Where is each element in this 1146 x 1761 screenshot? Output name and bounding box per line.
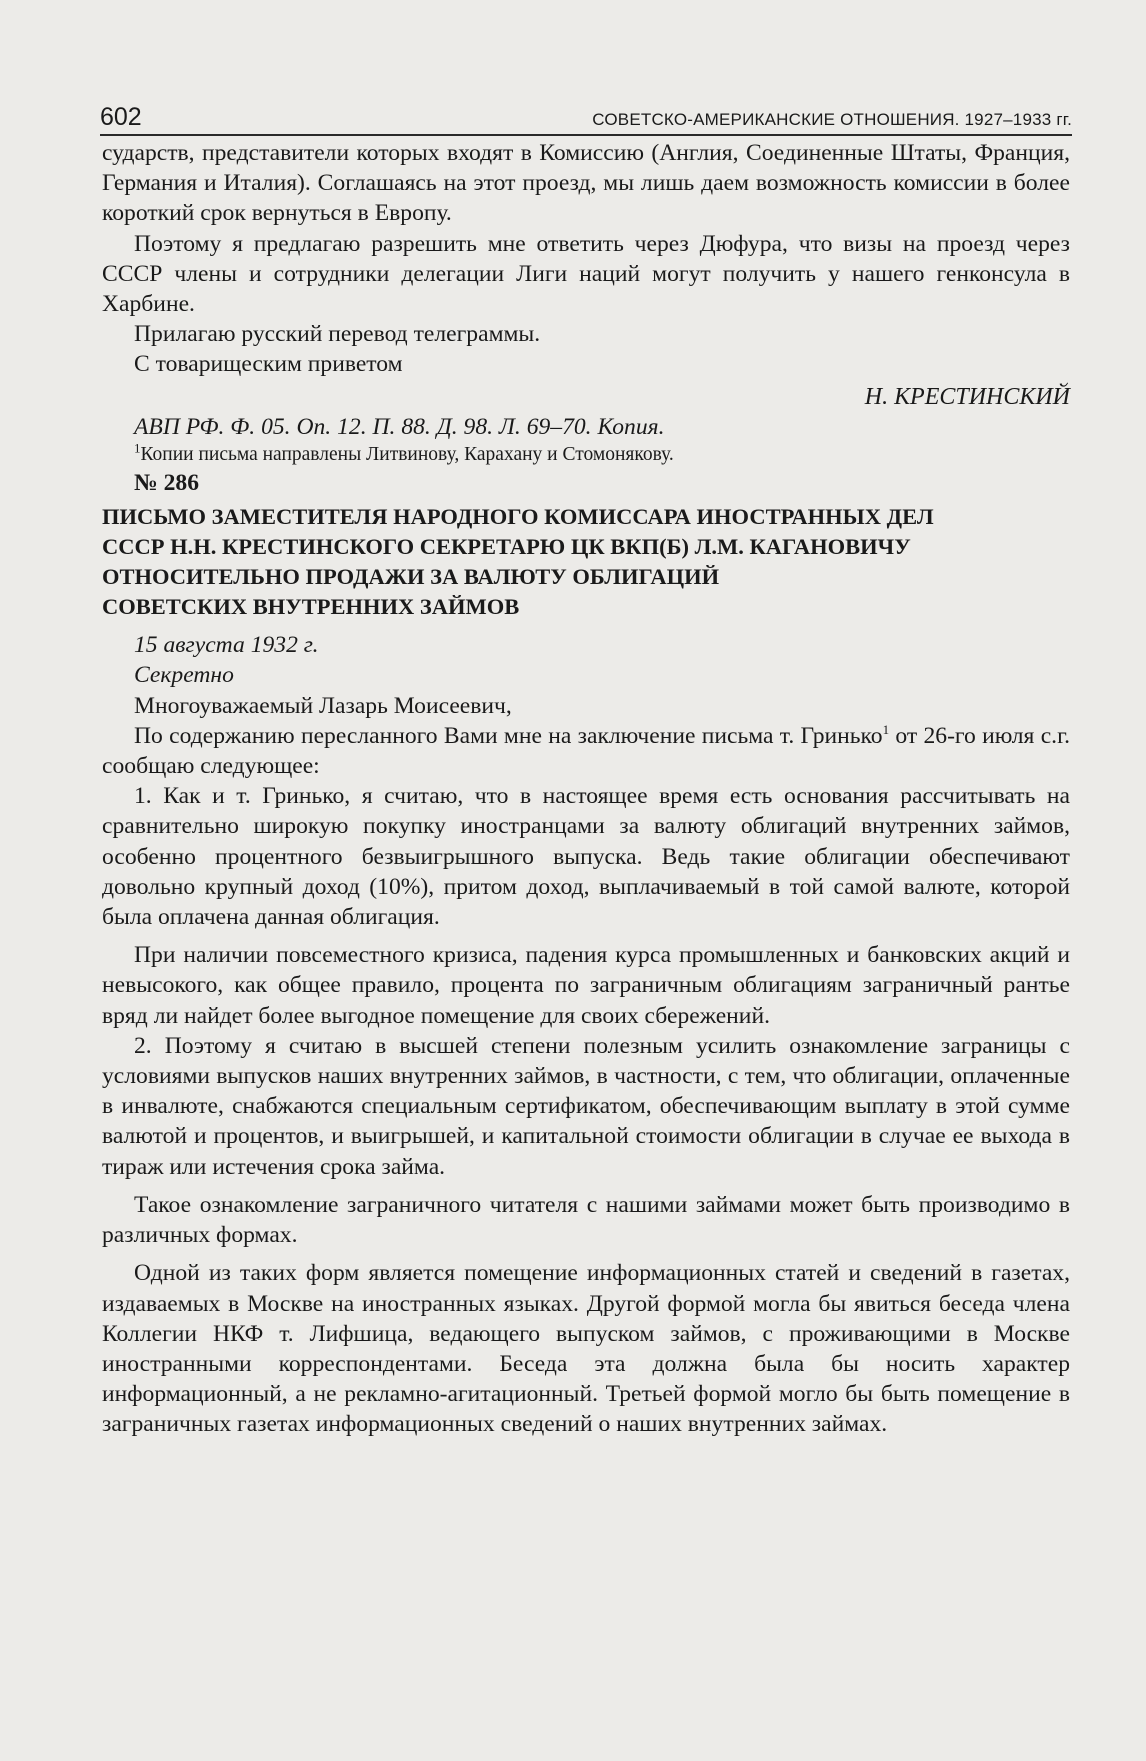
body-paragraph: Такое ознакомление заграничного читателя с нашими займами может быть производимо в различных формах. (102, 1191, 1070, 1249)
closing-phrase: С товарищеским приветом (134, 351, 403, 378)
intro-text: По содержанию пересланного Вами мне на заключение письма т. Гринько (134, 722, 883, 749)
document-date: 15 августа 1932 г. (134, 632, 319, 659)
footnote-mark: 1 (882, 721, 890, 737)
classification: Секретно (134, 662, 234, 689)
body-paragraph: 2. Поэтому я считаю в высшей степени полезным усилить ознакомление заграницы с условиями выпусков наших внутренних займов, в частности, с тем, что облигации, оплаченные в инвалюте, снабжаются специальным сертификатом, обеспечивающим выплату в этой сумме валютой и процентов, и выигрышей, и капитальной стоимости облигации в случае ее выхода в тираж или истечения срока займа. (102, 1032, 1070, 1180)
title-line: ПИСЬМО ЗАМЕСТИТЕЛЯ НАРОДНОГО КОМИССАРА ИНОСТРАННЫХ ДЕЛ (102, 504, 934, 530)
footnote (102, 442, 1070, 468)
archive-reference: АВП РФ. Ф. 05. Оп. 12. П. 88. Д. 98. Л. 69–70. Копия. (134, 413, 665, 440)
intro-text-cont: от 26-го июля с.г. сообщаю следующее: (102, 722, 1070, 780)
title-line: ОТНОСИТЕЛЬНО ПРОДАЖИ ЗА ВАЛЮТУ ОБЛИГАЦИЙ (102, 564, 720, 590)
page-header (100, 102, 1072, 136)
title-line: СССР Н.Н. КРЕСТИНСКОГО СЕКРЕТАРЮ ЦК ВКП(Б) Л.М. КАГАНОВИЧУ (102, 534, 911, 560)
footnote-mark: 1 (134, 440, 141, 456)
page-number: 602 (100, 103, 142, 131)
title-line: СОВЕТСКИХ ВНУТРЕННИХ ЗАЙМОВ (102, 594, 520, 620)
attachment-note: Прилагаю русский перевод телеграммы. (134, 321, 541, 348)
body-paragraph: 1. Как и т. Гринько, я считаю, что в настоящее время есть основания рассчитывать на сравнительно широкую покупку иностранцами за валюту облигаций внутренних займов, особенно процентного безвыигрышного выпуска. Ведь такие облигации обеспечивают довольно крупный доход (10%), притом доход, выплачиваемый в той самой валюте, которой была оплачена данная облигация. (102, 783, 1070, 931)
intro-paragraph (102, 721, 1070, 781)
footnote-text: Копии письма направлены Литвинову, Карахану и Стомонякову. (140, 444, 674, 466)
signature: Н. КРЕСТИНСКИЙ (864, 383, 1070, 410)
salutation: Многоуважаемый Лазарь Моисеевич, (134, 692, 512, 719)
running-title: СОВЕТСКО-АМЕРИКАНСКИЕ ОТНОШЕНИЯ. 1927–1933 гг. (592, 110, 1072, 129)
document-number: № 286 (134, 470, 199, 497)
body-paragraph: Одной из таких форм является помещение информационных статей и сведений в газетах, издаваемых в Москве на иностранных языках. Другой формой могла бы явиться беседа члена Коллегии НКФ т. Лифшица, ведающего выпуском займов, с проживающими в Москве иностранными корреспондентами. Беседа эта должна была бы носить характер информационный, а не рекламно-агитационный. Третьей формой могло бы быть помещение в заграничных газетах информационных сведений о наших внутренних займах. (102, 1260, 1070, 1438)
prev-paragraph: Поэтому я предлагаю разрешить мне ответить через Дюфура, что визы на проезд через СССР члены и сотрудники делегации Лиги наций могут получить у нашего генконсула в Харбине. (102, 230, 1070, 318)
page-body (102, 138, 1070, 1440)
body-paragraph: При наличии повсеместного кризиса, падения курса промышленных и банковских акций и невысокого, как общее правило, процента по заграничным облигациям заграничный рантье вряд ли найдет более выгодное помещение для своих сбережений. (102, 942, 1070, 1029)
prev-paragraph-continued: сударств, представители которых входят в Комиссию (Англия, Соединенные Штаты, Франция, Германия и Италия). Соглашаясь на этот проезд, мы лишь даем возможность комиссии в более короткий срок вернуться в Европу. (102, 140, 1070, 227)
document-title (102, 502, 1070, 622)
